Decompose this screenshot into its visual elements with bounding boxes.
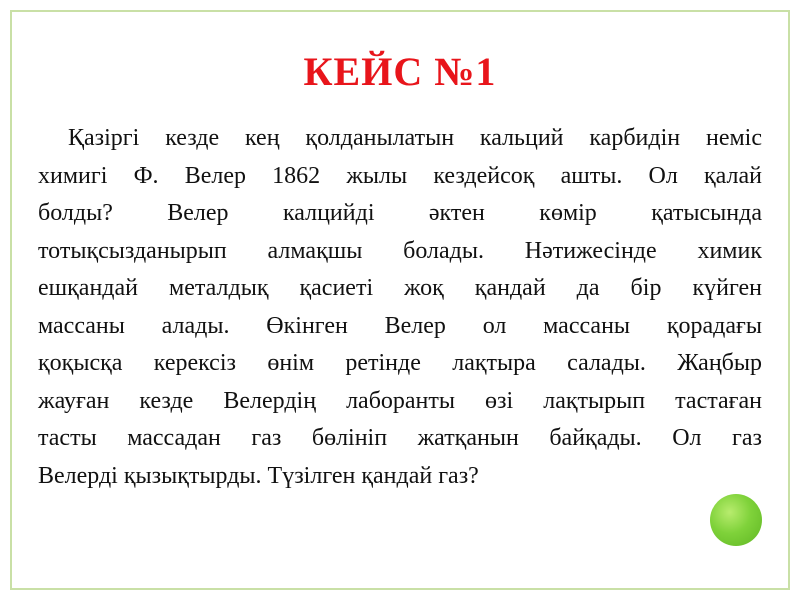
paragraph-line: массаны алады. Өкінген Велер ол массаны қорадағы: [38, 312, 762, 339]
paragraph-line: ешқандай металдық қасиеті жоқ қандай да бір күйген: [38, 275, 762, 301]
paragraph-line: болды? Велер калцийді әктен көмір қатысында: [38, 200, 762, 226]
paragraph-line: тасты массадан газ бөлініп жатқанын байқады. Ол газ: [38, 425, 762, 451]
paragraph-line: химигі Ф. Велер 1862 жылы кездейсоқ ашты. Ол қалай: [38, 162, 762, 189]
paragraph-line: Қазіргі кезде кең қолданылатын кальций карбидін неміс: [68, 125, 762, 151]
decorative-green-circle-icon: [710, 494, 762, 546]
paragraph-line: жауған кезде Велердің лаборанты өзі лақтырып тастаған: [38, 387, 762, 414]
paragraph-line: қоқысқа керексіз өнім ретінде лақтыра салады. Жаңбыр: [38, 350, 762, 376]
slide-title: КЕЙС №1: [303, 49, 497, 94]
paragraph-line: Велерді қызықтырды. Түзілген қандай газ?: [38, 462, 479, 489]
paragraph-line: тотықсызданырып алмақшы болады. Нәтижесінде химик: [38, 237, 762, 264]
case-paragraph: [38, 120, 762, 495]
